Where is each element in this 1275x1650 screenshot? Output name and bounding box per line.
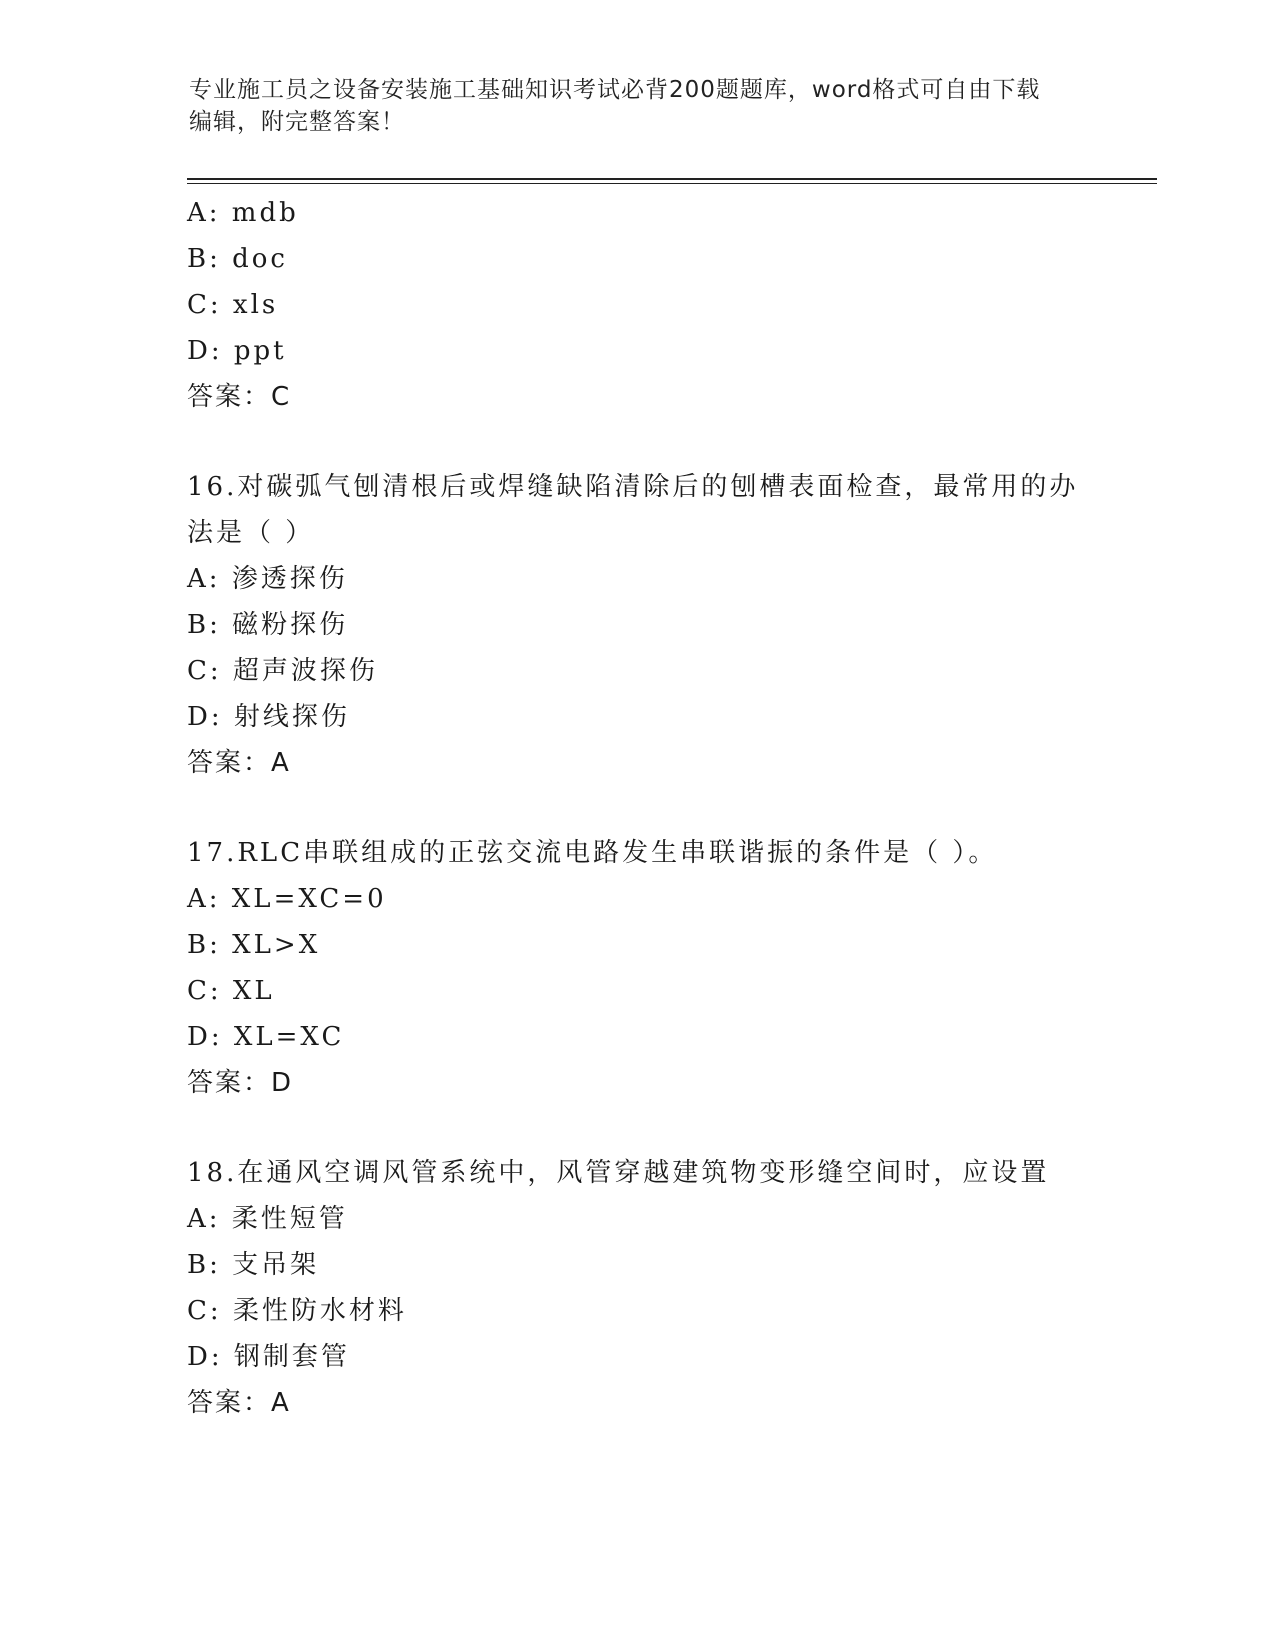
question-17-block (187, 830, 1087, 1106)
question-17-text: 17.RLC串联组成的正弦交流电路发生串联谐振的条件是（ ）。 (187, 838, 998, 868)
header-line-2: 编辑，附完整答案！ (189, 109, 405, 135)
option-b: B: 磁粉探伤 (187, 610, 349, 640)
question-16-block (187, 464, 1087, 786)
option-c: C: 超声波探伤 (187, 656, 378, 686)
document-header (189, 74, 1069, 138)
question-18-text: 18.在通风空调风管系统中，风管穿越建筑物变形缝空间时，应设置 (187, 1158, 1050, 1188)
option-d: D: 射线探伤 (187, 702, 350, 732)
option-b: B: 支吊架 (187, 1250, 320, 1280)
header-divider-thick (187, 178, 1157, 180)
option-c: C: XL (187, 976, 275, 1006)
spacer (187, 786, 1087, 830)
question-18-block (187, 1150, 1087, 1426)
option-a: A: 柔性短管 (187, 1204, 348, 1234)
option-a: A: mdb (187, 198, 299, 228)
question-16-text-line-2: 法是（ ） (187, 518, 315, 548)
option-b: B: XL>X (187, 930, 321, 960)
question-16-text-line-1: 16.对碳弧气刨清根后或焊缝缺陷清除后的刨槽表面检查，最常用的办 (187, 472, 1079, 502)
spacer (187, 420, 1087, 464)
spacer (187, 1106, 1087, 1150)
option-a: A: 渗透探伤 (187, 564, 348, 594)
option-d: D: ppt (187, 336, 287, 366)
header-divider-thin (187, 183, 1157, 184)
option-c: C: 柔性防水材料 (187, 1296, 407, 1326)
header-line-1: 专业施工员之设备安装施工基础知识考试必背200题题库，word格式可自由下载 (189, 77, 1041, 103)
answer-label: 答案：A (187, 748, 291, 778)
option-b: B: doc (187, 244, 288, 274)
question-15-block (187, 190, 1087, 420)
option-c: C: xls (187, 290, 279, 320)
option-d: D: XL=XC (187, 1022, 345, 1052)
answer-label: 答案：A (187, 1388, 291, 1418)
answer-label: 答案：C (187, 382, 292, 412)
option-d: D: 钢制套管 (187, 1342, 350, 1372)
document-body (187, 190, 1087, 1426)
option-a: A: XL=XC=0 (187, 884, 387, 914)
answer-label: 答案：D (187, 1068, 294, 1098)
